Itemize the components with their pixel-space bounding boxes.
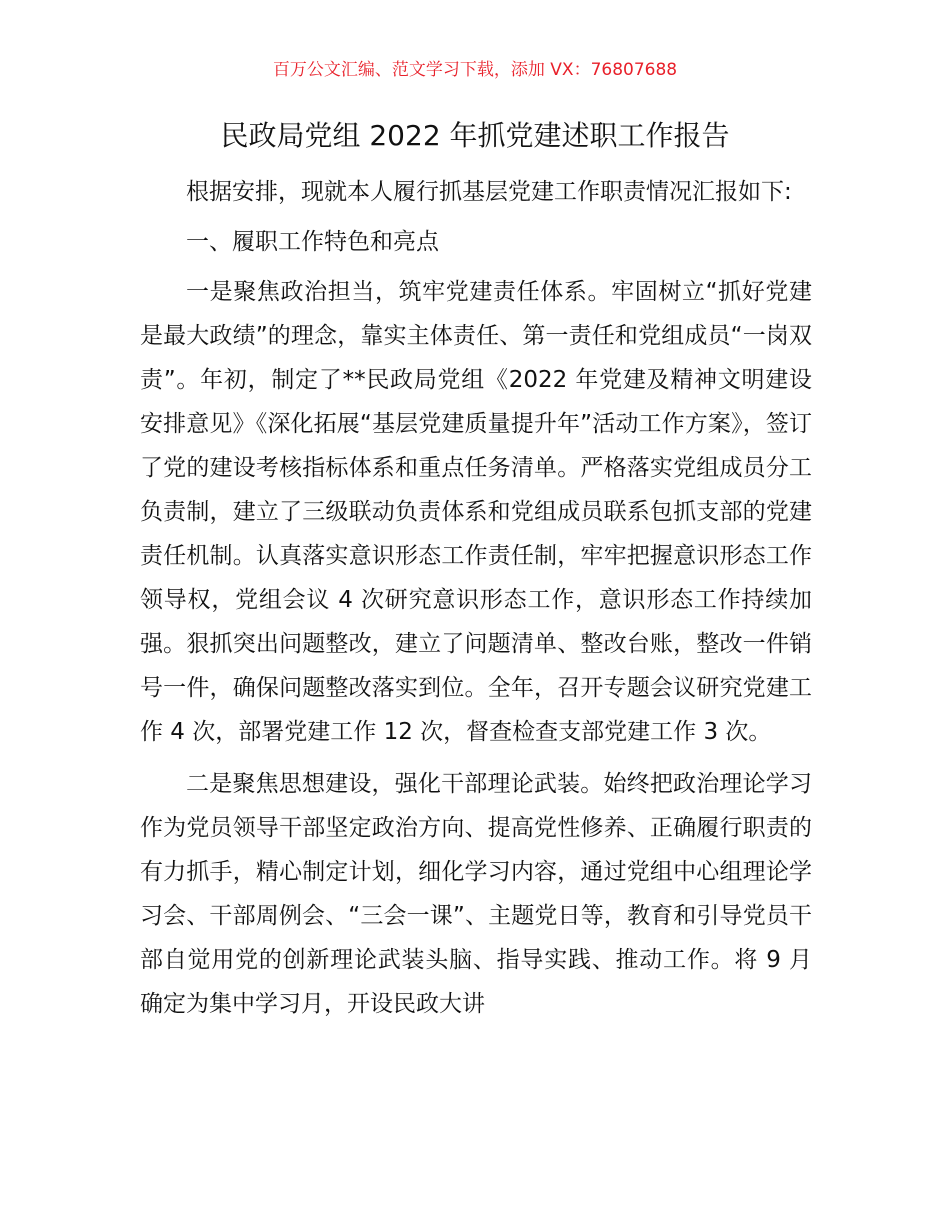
- section-heading: 一、履职工作特色和亮点: [186, 229, 439, 255]
- document-body: [140, 170, 812, 1026]
- body-paragraph-1: 一是聚焦政治担当，筑牢党建责任体系。牢固树立“抓好党建是最大政绩”的理念，靠实主体责任、第一责任和党组成员“一岗双责”。年初，制定了**民政局党组《2022 年党建及精神文明建设安排意见》《深化拓展“基层党建质量提升年”活动工作方案》，签订了党的建设考核指标体系和重点任务清单。严格落实党组成员分工负责制，建立了三级联动负责体系和党组成员联系包抓支部的党建责任机制。认真落实意识形态工作责任制，牢牢把握意识形态工作领导权，党组会议 4 次研究意识形态工作，意识形态工作持续加强。狠抓突出问题整改，建立了问题清单、整改台账，整改一件销号一件，确保问题整改落实到位。全年，召开专题会议研究党建工作 4 次，部署党建工作 12 次，督查检查支部党建工作 3 次。: [140, 279, 812, 745]
- body-paragraph-2: 二是聚焦思想建设，强化干部理论武装。始终把政治理论学习作为党员领导干部坚定政治方向、提高党性修养、正确履行职责的有力抓手，精心制定计划，细化学习内容，通过党组中心组理论学习会、干部周例会、“三会一课”、主题党日等，教育和引导党员干部自觉用党的创新理论武装头脑、指导实践、推动工作。将 9 月确定为集中学习月，开设民政大讲: [140, 771, 812, 1017]
- page-title: 民政局党组 2022 年抓党建述职工作报告: [220, 119, 730, 152]
- watermark-banner: 百万公文汇编、范文学习下载，添加 VX：76807688: [272, 60, 678, 80]
- intro-paragraph: 根据安排，现就本人履行抓基层党建工作职责情况汇报如下:: [186, 179, 792, 205]
